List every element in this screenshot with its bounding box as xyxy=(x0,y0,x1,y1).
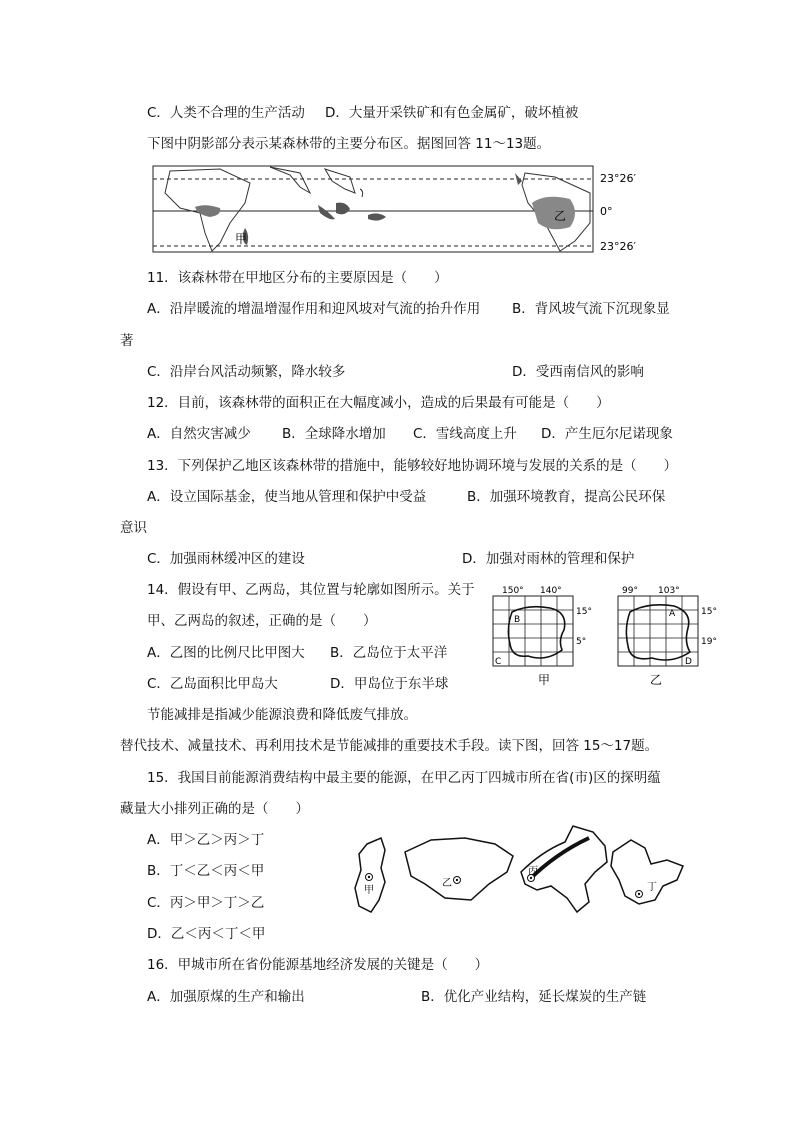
q15-option-d: D．乙＜丙＜丁＜甲 xyxy=(147,926,266,942)
question-12: 12．目前，该森林带的面积正在大幅度减小，造成的后果最有可能是（ ） xyxy=(147,395,610,411)
q13-option-d: D．加强对雨林的管理和保护 xyxy=(462,551,635,567)
question-15: 15．我国目前能源消费结构中最主要的能源，在甲乙丙丁四城市所在省(市)区的探明蕴 xyxy=(147,770,661,786)
province-ding xyxy=(611,840,683,904)
lat-equator: 0° xyxy=(600,205,613,218)
question-16: 16．甲城市所在省份能源基地经济发展的关键是（ ） xyxy=(147,957,489,973)
q10-option-c: C．人类不合理的生产活动 xyxy=(147,105,305,121)
q11-option-c: C．沿岸台风活动频繁，降水较多 xyxy=(147,364,346,380)
q15-option-b: B．丁＜乙＜丙＜甲 xyxy=(147,863,265,879)
question-11: 11．该森林带在甲地区分布的主要原因是（ ） xyxy=(147,270,448,286)
q10-option-d: D．大量开采铁矿和有色金属矿，破坏植被 xyxy=(325,105,579,121)
question-14-cont: 甲、乙两岛的叙述，正确的是（ ） xyxy=(147,613,377,629)
jia-point-c: C xyxy=(495,657,502,667)
lat-tropic-capricorn: 23°26′ xyxy=(600,240,636,253)
q14-option-d: D．甲岛位于东半球 xyxy=(330,676,449,692)
intro-11-13: 下图中阴影部分表示某森林带的主要分布区。据图回答 11～13题。 xyxy=(147,136,551,152)
q13-option-b-cont: 意识 xyxy=(120,520,147,536)
jia-point-b: B xyxy=(514,615,521,625)
question-13: 13．下列保护乙地区该森林带的措施中，能够较好地协调环境与发展的关系的是（ ） xyxy=(147,458,678,474)
q15-option-a: A．甲＞乙＞丙＞丁 xyxy=(147,832,265,848)
q11-option-d: D．受西南信风的影响 xyxy=(512,364,644,380)
q11-option-a: A．沿岸暖流的增温增湿作用和迎风坡对气流的抬升作用 xyxy=(147,301,481,317)
q16-option-a: A．加强原煤的生产和输出 xyxy=(147,989,305,1005)
city-ding-label: 丁 xyxy=(647,882,657,893)
province-yi xyxy=(405,838,513,900)
jia-lon-150: 150° xyxy=(502,586,524,596)
jia-title: 甲 xyxy=(538,673,551,687)
yi-point-d: D xyxy=(685,657,692,667)
q12-option-c: C．雪线高度上升 xyxy=(413,426,517,442)
q13-option-a: A．设立国际基金，使当地从管理和保护中受益 xyxy=(147,489,427,505)
yi-lon-99: 99° xyxy=(622,586,638,596)
island-yi-grid xyxy=(618,586,717,687)
yi-lon-103: 103° xyxy=(658,586,680,596)
energy-intro-2: 替代技术、减量技术、再利用技术是节能减排的重要技术手段。读下图，回答 15～17题。 xyxy=(120,738,659,754)
forest-belt-map xyxy=(150,163,650,258)
q14-option-a: A．乙图的比例尺比甲图大 xyxy=(147,645,305,661)
province-jia xyxy=(355,838,385,912)
q12-option-a: A．自然灾害减少 xyxy=(147,426,251,442)
q12-option-d: D．产生厄尔尼诺现象 xyxy=(541,426,673,442)
yi-title: 乙 xyxy=(650,673,663,687)
q16-option-b: B．优化产业结构，延长煤炭的生产链 xyxy=(421,989,647,1005)
energy-intro-1: 节能减排是指减少能源浪费和降低废气排放。 xyxy=(147,707,417,723)
lat-tropic-cancer: 23°26′ xyxy=(600,172,636,185)
city-bing-label: 丙 xyxy=(528,866,538,877)
question-14: 14．假设有甲、乙两岛，其位置与轮廓如图所示。关于 xyxy=(147,582,475,598)
label-yi: 乙 xyxy=(554,209,567,223)
city-jia-label: 甲 xyxy=(364,885,374,896)
q14-option-b: B．乙岛位于太平洋 xyxy=(330,645,448,661)
q11-option-b: B．背风坡气流下沉现象显 xyxy=(512,301,670,317)
jia-lat-5: 5° xyxy=(576,637,587,647)
island-grid-maps xyxy=(488,582,728,692)
label-jia: 甲 xyxy=(235,232,248,246)
question-15-cont: 藏量大小排列正确的是（ ） xyxy=(120,801,309,817)
yi-point-a: A xyxy=(669,609,676,619)
q15-option-c: C．丙＞甲＞丁＞乙 xyxy=(147,895,265,911)
q14-option-c: C．乙岛面积比甲岛大 xyxy=(147,676,278,692)
jia-lon-140: 140° xyxy=(540,586,562,596)
city-yi-label: 乙 xyxy=(442,878,452,889)
q11-option-b-cont: 著 xyxy=(120,333,134,349)
q12-option-b: B．全球降水增加 xyxy=(282,426,386,442)
q13-option-c: C．加强雨林缓冲区的建设 xyxy=(147,551,305,567)
island-jia-grid xyxy=(493,586,592,687)
jia-lat-15: 15° xyxy=(576,607,592,617)
yi-lat-15: 15° xyxy=(701,607,717,617)
yi-lat-19: 19° xyxy=(701,637,717,647)
q13-option-b: B．加强环境教育，提高公民环保 xyxy=(467,489,666,505)
province-outlines-map xyxy=(345,822,695,917)
